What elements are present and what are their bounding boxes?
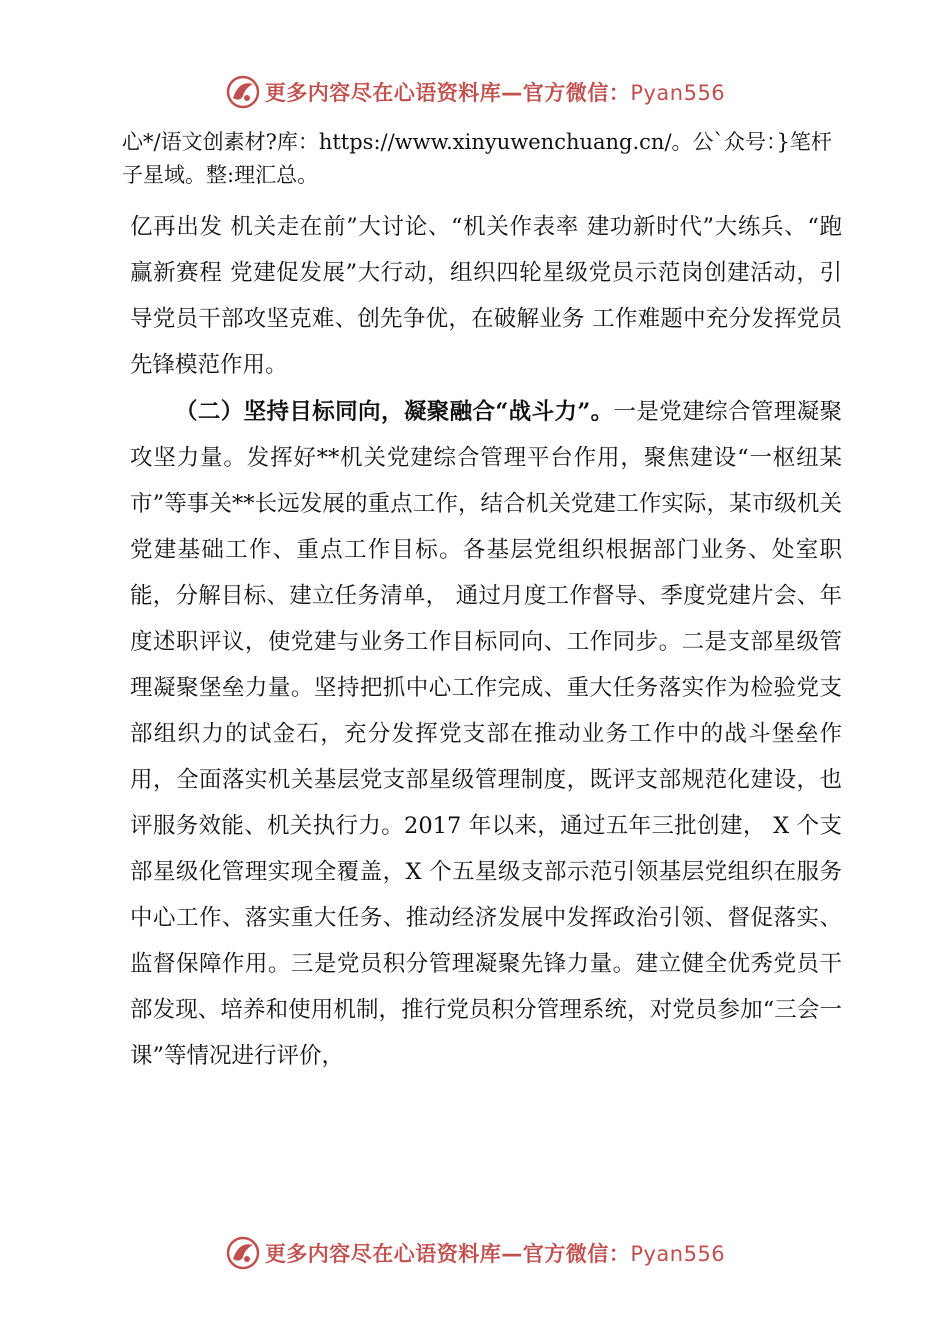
source-note: 心*/语文创素材?库：https://www.xinyuwenchuang.cn/。公`众号：}笔杆子星域。整:理汇总。	[122, 130, 832, 187]
paragraph-1: 亿再出发 机关走在前”大讨论、“机关作表率 建功新时代”大练兵、“跑赢新赛程 党建促发展”大行动，组织四轮星级党员示范岗创建活动，引导党员干部攻坚克难、创先争优，在破解业务 工作难题中充分发挥党员先锋模范作用。	[130, 214, 842, 378]
seal-logo-icon	[225, 74, 261, 110]
paragraph-2	[130, 389, 842, 1079]
bottom-banner	[0, 1231, 950, 1275]
section-heading: （二）坚持目标同向，凝聚融合“战斗力”。	[175, 399, 614, 425]
banner-label: 更多内容尽在心语资料库—官方微信：	[264, 81, 631, 105]
banner-text	[265, 77, 725, 107]
banner-label: 更多内容尽在心语资料库—官方微信：	[264, 1242, 631, 1266]
wechat-id: Pyan556	[630, 81, 726, 105]
wechat-id: Pyan556	[630, 1242, 726, 1266]
top-banner	[0, 70, 950, 114]
seal-logo-icon	[225, 1235, 261, 1271]
section-body: 一是党建综合管理凝聚攻坚力量。发挥好**机关党建综合管理平台作用，聚焦建设“一枢纽某市”等事关**长远发展的重点工作，结合机关党建工作实际，某市级机关党建基础工作、重点工作目标。各基层党组织根据部门业务、处室职能，分解目标、建立任务清单， 通过月度工作督导、季度党建片会、年度述职评议，使党建与业务工作目标同向、工作同步。二是支部星级管理凝聚堡垒力量。坚持把抓中心工作完成、重大任务落实作为检验党支部组织力的试金石，充分发挥党支部在推动业务工作中的战斗堡垒作用，全面落实机关基层党支部星级管理制度，既评支部规范化建设，也评服务效能、机关执行力。2017 年以来，通过五年三批创建， X 个支部星级化管理实现全覆盖，X 个五星级支部示范引领基层党组织在服务中心工作、落实重大任务、推动经济发展中发挥政治引领、督促落实、监督保障作用。三是党员积分管理凝聚先锋力量。建立健全优秀党员干部发现、培养和使用机制，推行党员积分管理系统，对党员参加“三会一课”等情况进行评价，	[130, 399, 842, 1069]
banner-text	[265, 1238, 725, 1268]
